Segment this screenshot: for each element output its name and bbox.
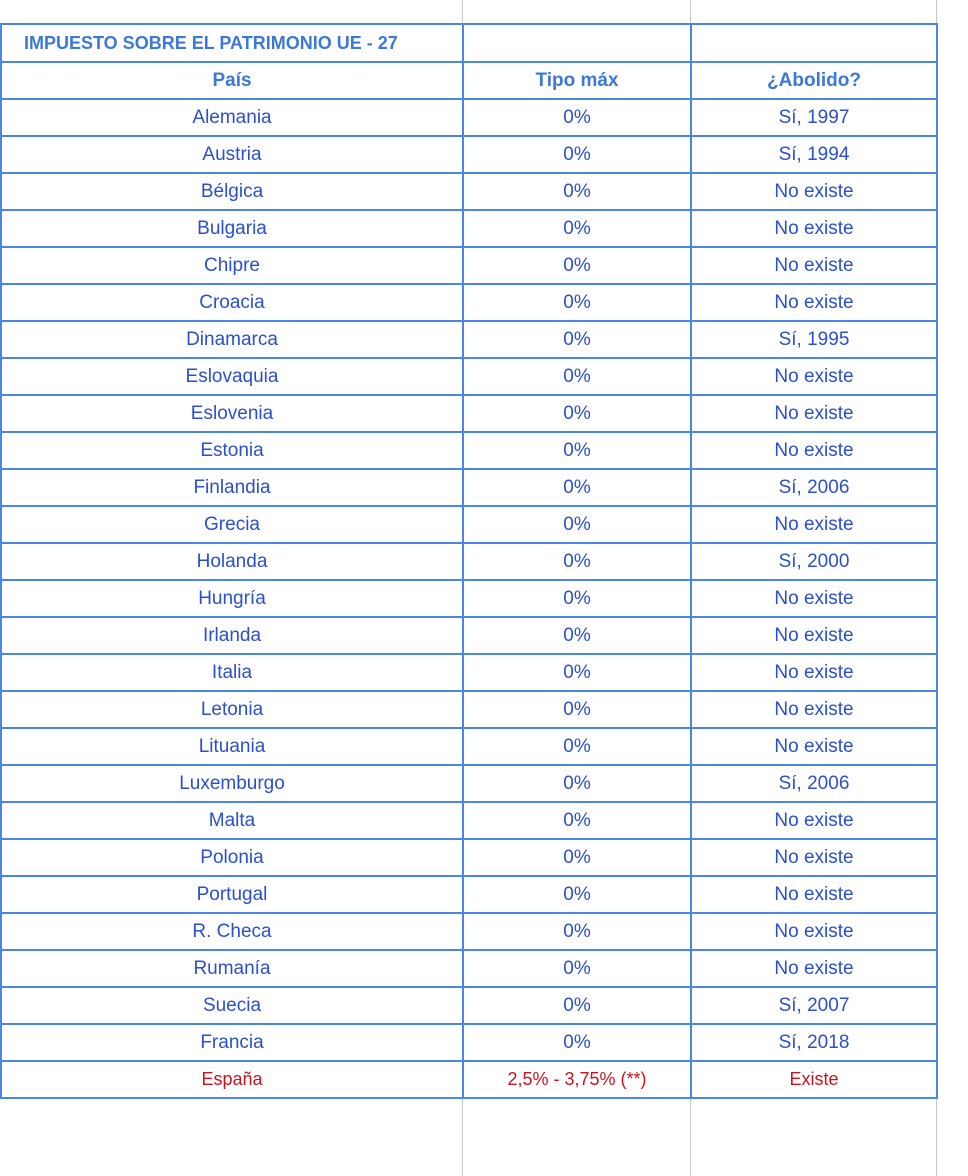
cell-abolished[interactable]: No existe [691,728,937,765]
table-row [1,617,937,654]
cell-max-rate[interactable]: 2,5% - 3,75% (**) [463,1061,691,1098]
cell-abolished[interactable]: No existe [691,876,937,913]
cell-max-rate[interactable]: 0% [463,543,691,580]
table-row [1,839,937,876]
cell-abolished[interactable]: No existe [691,210,937,247]
cell-max-rate[interactable]: 0% [463,802,691,839]
cell-abolished[interactable]: Sí, 2000 [691,543,937,580]
cell-abolished[interactable]: Sí, 2018 [691,1024,937,1061]
cell-max-rate[interactable]: 0% [463,580,691,617]
cell-country[interactable]: Rumanía [1,950,463,987]
cell-country[interactable]: España [1,1061,463,1098]
cell-country[interactable]: Italia [1,654,463,691]
table-row [1,950,937,987]
cell-country[interactable]: Austria [1,136,463,173]
table-row [1,284,937,321]
empty-cell[interactable] [463,24,691,62]
cell-country[interactable]: Finlandia [1,469,463,506]
title-row [1,24,937,62]
table-row [1,136,937,173]
cell-max-rate[interactable]: 0% [463,469,691,506]
cell-country[interactable]: Eslovenia [1,395,463,432]
table-row [1,99,937,136]
table-row [1,654,937,691]
cell-max-rate[interactable]: 0% [463,839,691,876]
cell-max-rate[interactable]: 0% [463,247,691,284]
cell-country[interactable]: Hungría [1,580,463,617]
cell-max-rate[interactable]: 0% [463,136,691,173]
table-row [1,580,937,617]
column-header-pais[interactable]: País [1,62,463,99]
cell-abolished[interactable]: Sí, 1994 [691,136,937,173]
wealth-tax-table [0,23,938,1099]
column-header-abolido[interactable]: ¿Abolido? [691,62,937,99]
cell-country[interactable]: Francia [1,1024,463,1061]
cell-abolished[interactable]: No existe [691,950,937,987]
cell-max-rate[interactable]: 0% [463,210,691,247]
cell-country[interactable]: Holanda [1,543,463,580]
table-row [1,321,937,358]
table-row [1,210,937,247]
cell-country[interactable]: Bélgica [1,173,463,210]
cell-max-rate[interactable]: 0% [463,321,691,358]
table-row [1,876,937,913]
cell-abolished[interactable]: No existe [691,580,937,617]
table-row [1,802,937,839]
cell-abolished[interactable]: No existe [691,617,937,654]
cell-country[interactable]: Grecia [1,506,463,543]
cell-max-rate[interactable]: 0% [463,99,691,136]
cell-country[interactable]: Irlanda [1,617,463,654]
cell-abolished[interactable]: No existe [691,802,937,839]
cell-country[interactable]: Estonia [1,432,463,469]
cell-abolished[interactable]: No existe [691,506,937,543]
table-row [1,913,937,950]
cell-country[interactable]: Letonia [1,691,463,728]
cell-max-rate[interactable]: 0% [463,654,691,691]
cell-abolished[interactable]: Sí, 2006 [691,765,937,802]
cell-max-rate[interactable]: 0% [463,432,691,469]
cell-max-rate[interactable]: 0% [463,950,691,987]
cell-abolished[interactable]: No existe [691,173,937,210]
cell-max-rate[interactable]: 0% [463,913,691,950]
cell-max-rate[interactable]: 0% [463,987,691,1024]
table-row [1,987,937,1024]
table-row [1,358,937,395]
cell-abolished[interactable]: No existe [691,654,937,691]
cell-max-rate[interactable]: 0% [463,358,691,395]
cell-country[interactable]: Portugal [1,876,463,913]
table-title[interactable]: IMPUESTO SOBRE EL PATRIMONIO UE - 27 [1,24,463,62]
cell-max-rate[interactable]: 0% [463,617,691,654]
table-row [1,543,937,580]
column-header-tipo-max[interactable]: Tipo máx [463,62,691,99]
cell-max-rate[interactable]: 0% [463,173,691,210]
cell-abolished[interactable]: No existe [691,395,937,432]
table-row [1,247,937,284]
cell-country[interactable]: Lituania [1,728,463,765]
table-row [1,765,937,802]
cell-abolished[interactable]: Sí, 2006 [691,469,937,506]
cell-country[interactable]: Malta [1,802,463,839]
cell-max-rate[interactable]: 0% [463,876,691,913]
table-row [1,173,937,210]
cell-country[interactable]: Dinamarca [1,321,463,358]
cell-max-rate[interactable]: 0% [463,395,691,432]
cell-country[interactable]: Croacia [1,284,463,321]
cell-abolished[interactable]: Sí, 1995 [691,321,937,358]
cell-max-rate[interactable]: 0% [463,691,691,728]
header-row [1,62,937,99]
cell-max-rate[interactable]: 0% [463,506,691,543]
cell-abolished[interactable]: No existe [691,358,937,395]
cell-abolished[interactable]: Sí, 1997 [691,99,937,136]
cell-max-rate[interactable]: 0% [463,1024,691,1061]
cell-country[interactable]: Eslovaquia [1,358,463,395]
cell-country[interactable]: Chipre [1,247,463,284]
empty-cell[interactable] [691,24,937,62]
cell-max-rate[interactable]: 0% [463,284,691,321]
cell-abolished[interactable]: No existe [691,691,937,728]
cell-country[interactable]: Luxemburgo [1,765,463,802]
cell-abolished[interactable]: No existe [691,432,937,469]
table-row [1,1061,937,1098]
table-row [1,1024,937,1061]
cell-abolished[interactable]: No existe [691,839,937,876]
cell-abolished[interactable]: No existe [691,247,937,284]
cell-abolished[interactable]: Existe [691,1061,937,1098]
table-row [1,506,937,543]
cell-country[interactable]: Alemania [1,99,463,136]
cell-country[interactable]: Polonia [1,839,463,876]
table-row [1,469,937,506]
cell-abolished[interactable]: No existe [691,913,937,950]
cell-abolished[interactable]: No existe [691,284,937,321]
table-row [1,691,937,728]
cell-max-rate[interactable]: 0% [463,728,691,765]
cell-abolished[interactable]: Sí, 2007 [691,987,937,1024]
cell-max-rate[interactable]: 0% [463,765,691,802]
cell-country[interactable]: Suecia [1,987,463,1024]
table-row [1,395,937,432]
table-row [1,728,937,765]
cell-country[interactable]: Bulgaria [1,210,463,247]
cell-country[interactable]: R. Checa [1,913,463,950]
table-row [1,432,937,469]
